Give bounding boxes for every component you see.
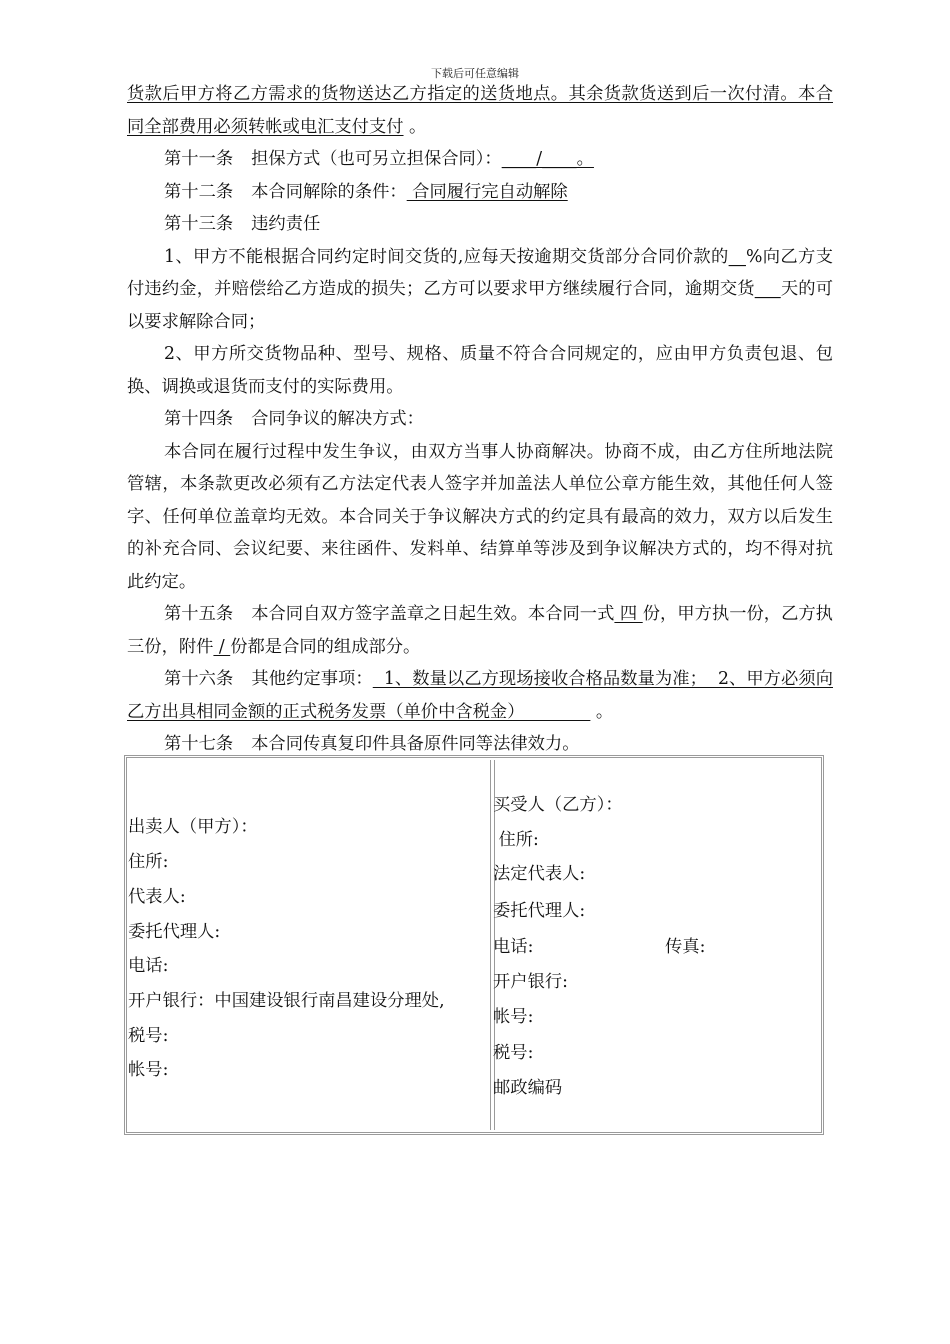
article-11-label: 第十一条 (164, 149, 234, 169)
article-12-value: 合同履行完自动解除 (406, 181, 568, 202)
payment-text-line2: 清。本合同全部费用必须转帐或电汇支付支付 (127, 84, 833, 137)
article-15-part1: 本合同自双方签字盖章之日起生效。本合同一式 (251, 604, 615, 624)
party-b-tax-no: 税号: (493, 1043, 534, 1063)
article-15-part3: 份都是合同的组成部分。 (230, 636, 421, 657)
party-b-cell (493, 758, 819, 1128)
article-12 (127, 176, 833, 209)
clause-2: 2、甲方所交货物品种、型号、规格、质量不符合合同规定的，应由甲方负责包退、包换、调换或退货而支付的实际费用。 (127, 344, 833, 397)
article-11-text: 担保方式（也可另立担保合同）： (251, 149, 502, 169)
party-b-address: 住所: (493, 830, 539, 850)
party-b-fax: 传真: (665, 937, 706, 957)
contract-body (127, 78, 833, 761)
article-16 (127, 663, 833, 728)
article-17-label: 第十七条 (164, 734, 234, 754)
article-14-text: 合同争议的解决方式： (251, 409, 424, 429)
article-13 (127, 208, 833, 241)
party-a-bank: 开户银行：中国建设银行南昌建设分理处, (128, 991, 445, 1011)
article-17-text: 本合同传真复印件具备原件同等法律效力。 (251, 734, 580, 754)
page-header-note: 下载后可任意编辑 (431, 67, 519, 80)
payment-text-line1: 货款后甲方将乙方需求的货物送达乙方指定的送货地点。其余货款货送到后一次付 (127, 84, 763, 104)
article-12-text: 本合同解除的条件： (251, 181, 407, 202)
article-16-label: 第十六条 (164, 669, 234, 689)
article-11 (127, 143, 833, 176)
party-a-phone: 电话: (128, 956, 169, 976)
party-b-legal-rep: 法定代表人: (493, 864, 586, 884)
party-a-account: 帐号: (128, 1060, 169, 1080)
party-a-address: 住所: (128, 852, 169, 872)
party-a-tax-no: 税号: (128, 1026, 169, 1046)
article-13-label: 第十三条 (164, 214, 234, 234)
article-12-label: 第十二条 (164, 181, 234, 202)
article-11-value: ____/____。 (501, 149, 594, 169)
article-15 (127, 598, 833, 663)
clause-1 (127, 241, 833, 339)
article-14 (127, 403, 833, 436)
clause-1-blank2: ___ (754, 279, 781, 299)
article-16-text: 其他约定事项： (251, 669, 373, 689)
party-b-buyer: 买受人（乙方）： (493, 795, 623, 815)
party-b-agent: 委托代理人: (493, 901, 586, 921)
party-b-phone: 电话: (493, 937, 534, 957)
clause-1-part2: %向乙方支付违约金，并赔偿给乙方造成的损失；乙方可以要求甲方继续履行合同，逾期交货 (127, 246, 833, 299)
payment-text-end: 。 (403, 116, 427, 137)
article-15-label: 第十五条 (164, 604, 234, 624)
clause-1-part1: 1、甲方不能根据合同约定时间交货的,应每天按逾期交货部分合同价款的 (164, 246, 729, 267)
article-16-value: 1、数量以乙方现场接收合格品数量为准； 2、甲方必须向乙方出具相同金额的正式税务发票（单价中含税金） (127, 669, 833, 722)
paragraph-payment (127, 78, 833, 143)
article-15-copies: 四 (614, 604, 643, 624)
party-b-bank: 开户银行: (493, 972, 568, 992)
article-14-label: 第十四条 (164, 409, 234, 429)
article-15-attachment: / (213, 636, 231, 657)
clause-1-blank1: __ (728, 246, 746, 267)
party-a-cell (128, 758, 488, 1128)
article-15-part2: 份，甲方执一份，乙方执三份，附件 (127, 604, 833, 657)
party-a-agent: 委托代理人: (128, 922, 221, 942)
party-b-account: 帐号: (493, 1007, 534, 1027)
party-b-postcode: 邮政编码 (493, 1078, 563, 1098)
article-16-end: 。 (590, 701, 614, 722)
article-13-text: 违约责任 (251, 214, 321, 234)
clause-1-part3: 天的可以要求解除合同； (127, 279, 833, 332)
article-14-body: 本合同在履行过程中发生争议，由双方当事人协商解决。协商不成，由乙方住所地法院管辖，本条款更改必须有乙方法定代表人签字并加盖法人单位公章方能生效，其他任何人签字、任何单位盖章均无效。本合同关于争议解决方式的约定具有最高的效力，双方以后发生的补充合同、会议纪要、来往函件、发料单、结算单等涉及到争议解决方式的，均不得对抗此约定。 (127, 441, 833, 592)
party-a-seller: 出卖人（甲方）： (128, 817, 258, 837)
signature-table (124, 755, 824, 1135)
party-a-representative: 代表人: (128, 887, 186, 907)
